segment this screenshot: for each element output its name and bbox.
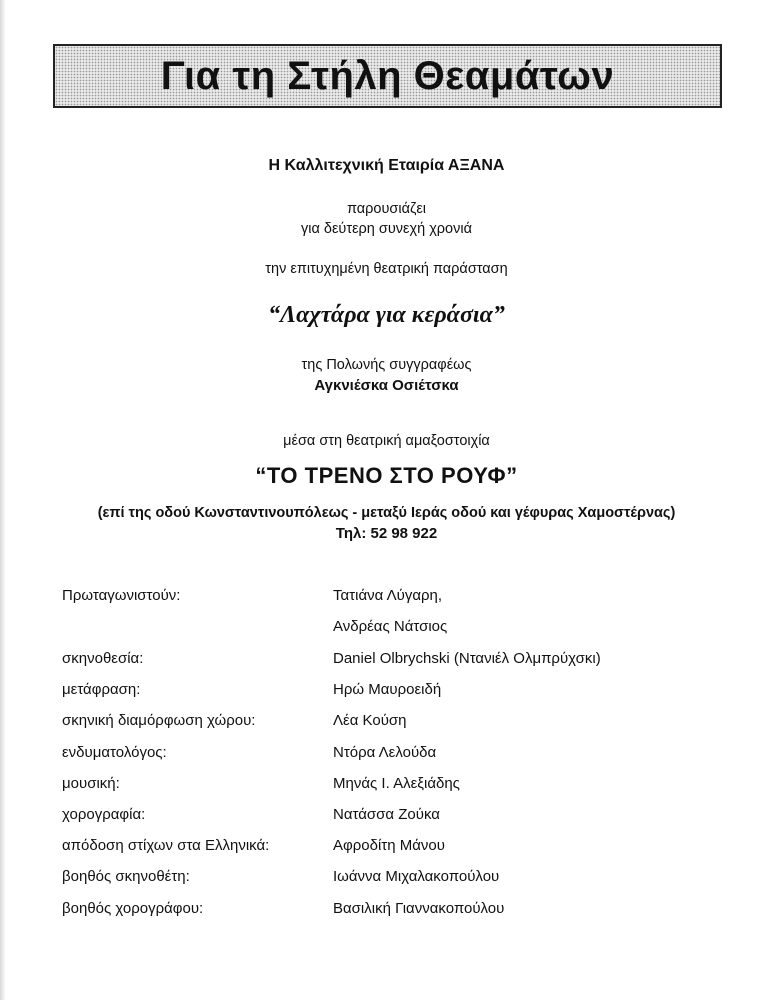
company-name: Η Καλλιτεχνική Εταιρία ΑΞΑΝΑ [268, 157, 505, 174]
credit-name: Ιωάννα Μιχαλακοπούλου [333, 868, 500, 886]
play-title: “Λαχτάρα για κεράσια” [268, 302, 505, 328]
credit-name: Βασιλική Γιαννακοπούλου [333, 899, 505, 917]
credit-role: ενδυματολόγος: [62, 743, 167, 761]
credit-row [62, 837, 722, 868]
credit-name: Αφροδίτη Μάνου [333, 837, 445, 855]
venue-intro: μέσα στη θεατρική αμαξοστοιχία [283, 433, 490, 449]
credit-row [62, 712, 722, 743]
credit-name: Ηρώ Μαυροειδή [333, 681, 442, 699]
credit-role: απόδοση στίχων στα Ελληνικά: [62, 837, 270, 855]
credit-role: σκηνική διαμόρφωση χώρου: [62, 712, 256, 730]
credit-name: Μηνάς Ι. Αλεξιάδης [333, 774, 460, 792]
credit-name: Ντόρα Λελούδα [333, 743, 437, 761]
credit-row [62, 868, 722, 899]
credit-row-cast [62, 587, 722, 650]
cast-names [333, 587, 722, 649]
venue-name: “ΤΟ ΤΡΕΝΟ ΣΤΟ ΡΟΥΦ” [255, 463, 518, 488]
credit-role: σκηνοθεσία: [62, 650, 144, 667]
credit-role: χορογραφία: [62, 805, 146, 823]
page-title: Για τη Στήλη Θεαμάτων [160, 53, 615, 98]
credit-row [62, 775, 722, 806]
cast-member: Ανδρέας Νάτσιος [333, 618, 448, 635]
play-intro: την επιτυχημένη θεατρική παράσταση [265, 261, 508, 277]
credit-name: Λέα Κούση [333, 712, 407, 730]
credit-name: Νατάσσα Ζούκα [333, 805, 440, 823]
credit-role: μουσική: [62, 774, 120, 792]
credit-role: μετάφραση: [62, 681, 141, 699]
author-intro: της Πολωνής συγγραφέως [301, 357, 472, 373]
venue-address: (επί της οδού Κωνσταντινουπόλεως - μεταξύ Ιεράς οδού και γέφυρας Χαμοστέρνας) [97, 505, 676, 521]
author-name: Αγκνιέσκα Οσιέτσκα [314, 377, 459, 394]
credit-row [62, 744, 722, 775]
presents-line-2: για δεύτερη συνεχή χρονιά [301, 221, 472, 237]
credit-role: βοηθός χορογράφου: [62, 899, 204, 917]
credit-role: Πρωταγωνιστούν: [62, 587, 181, 604]
credits-list [62, 587, 722, 931]
credit-row [62, 806, 722, 837]
venue-phone: Τηλ: 52 98 922 [335, 525, 438, 542]
credit-role: βοηθός σκηνοθέτη: [62, 868, 190, 886]
presents-line-1: παρουσιάζει [346, 201, 427, 217]
credit-row [62, 681, 722, 712]
credit-row [62, 650, 722, 681]
page-edge [0, 0, 6, 1000]
cast-member: Τατιάνα Λύγαρη, [333, 587, 443, 604]
credit-row [62, 900, 722, 931]
credit-name: Daniel Olbrychski (Ντανιέλ Ολμπρύχσκι) [333, 650, 601, 667]
header-banner [53, 44, 722, 108]
